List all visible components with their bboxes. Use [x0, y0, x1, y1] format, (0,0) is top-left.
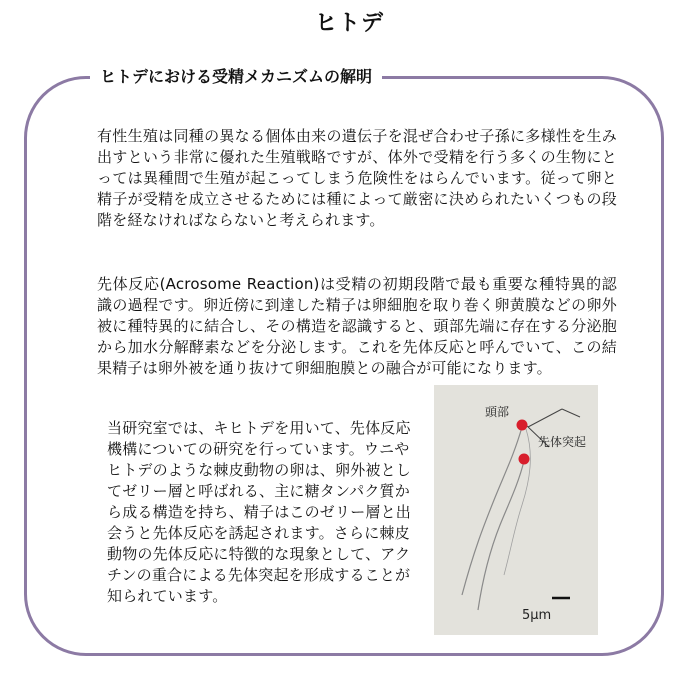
pointer-line-process-tip [528, 409, 562, 427]
page-title: ヒトデ [314, 11, 384, 36]
sperm-head-2 [519, 454, 530, 465]
label-head: 頭部 [485, 405, 510, 419]
sperm-head-1 [517, 420, 528, 431]
paragraph-acrosome-reaction: 先体反応(Acrosome Reaction)は受精の初期段階で最も重要な種特異的認識の過程です。卵近傍に到達した精子は卵細胞を取り巻く卵黄膜などの卵外被に種特異的に結合し、その構造を認識すると、頭部先端に存在する分泌胞から加水分解酵素などを分泌します。これを先体反応と呼んでいて、この結果精子は卵外被を通り抜けて卵細胞膜との融合が可能になります。 [97, 275, 617, 377]
label-acrosomal-process: 先体突起 [538, 435, 587, 449]
section-heading: ヒトデにおける受精メカニズムの解明 [90, 64, 382, 87]
pointer-line-process-end [562, 409, 580, 417]
scale-bar-label: 5μm [522, 608, 552, 623]
paragraph-sexual-reproduction: 有性生殖は同種の異なる個体由来の遺伝子を混ぜ合わせ子孫に多様性を生み出すという非常に優れた生殖戦略ですが、体外で受精を行う多くの生物にとっては異種間で生殖が起こってしまう危険性をはらんでいます。従って卵と精子が受精を成立させるためには種によって厳密に決められたいくつもの段階を経なければならないと考えられます。 [97, 127, 617, 229]
micrograph-drawing [434, 385, 598, 635]
acrosomal-process-faint [504, 429, 530, 575]
sperm-tail-1 [462, 427, 522, 595]
sperm-micrograph [434, 385, 598, 635]
paragraph-research: 当研究室では、キヒトデを用いて、先体反応機構についての研究を行っています。ウニやヒトデのような棘皮動物の卵は、卵外被としてゼリー層と呼ばれる、主に糖タンパク質から成る構造を持ち、精子はこのゼリー層と出会うと先体反応を誘起されます。さらに棘皮動物の先体反応に特徴的な現象として、アクチンの重合による先体突起を形成することが知られています。 [107, 419, 412, 605]
